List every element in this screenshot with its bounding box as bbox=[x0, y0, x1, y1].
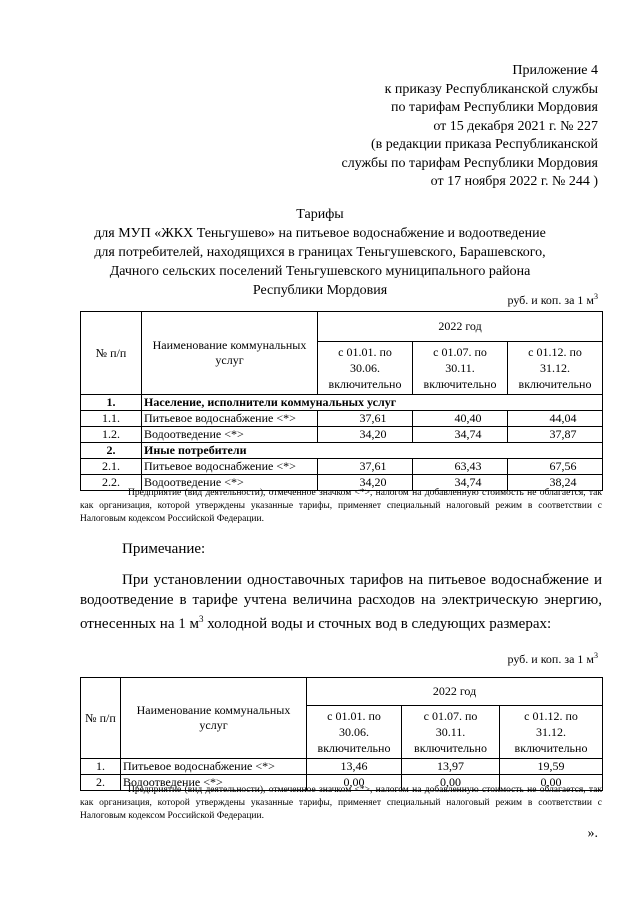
vat-footnote: Предприятие (вид деятельности), отмеченное значком <*>, налогом на добавленную стоимость не облагается, так как организация, которой утверждены указанные тарифы, применяет специальный налоговый режим в соответствии с Налоговым кодексом Российской Федерации. bbox=[80, 785, 602, 821]
col-header-period: с 01.07. по 30.11. включительно bbox=[402, 706, 500, 759]
vat-footnote: Предприятие (вид деятельности), отмеченное значком <*>, налогом на добавленную стоимость не облагается, так как организация, которой утверждены указанные тарифы, применяет специальный налоговый режим в соответствии с Налоговым кодексом Российской Федерации. bbox=[80, 488, 602, 524]
table-row: 1.2. Водоотведение <*> 34,20 34,74 37,87 bbox=[81, 427, 603, 443]
col-header-year: 2022 год bbox=[307, 678, 603, 706]
title-line: Республики Мордовия bbox=[252, 283, 388, 298]
col-header-num: № п/п bbox=[81, 312, 142, 395]
document-title bbox=[40, 205, 600, 300]
title-line: Тарифы bbox=[296, 207, 344, 222]
col-header-year: 2022 год bbox=[318, 312, 603, 342]
col-header-period: с 01.01. по 30.06. включительно bbox=[307, 706, 402, 759]
tariffs-table bbox=[80, 311, 603, 491]
col-header-name: Наименование коммунальных услуг bbox=[142, 312, 318, 395]
title-line: для МУП «ЖКХ Теньгушево» на питьевое водоснабжение и водоотведение bbox=[94, 226, 546, 241]
appendix-header bbox=[342, 62, 598, 192]
appendix-line: к приказу Республиканской службы bbox=[384, 81, 598, 97]
title-line: Дачного сельских поселений Теньгушевского муниципального района bbox=[109, 264, 531, 279]
table-section-row: 1. Население, исполнители коммунальных услуг bbox=[81, 395, 603, 411]
col-header-period: с 01.01. по 30.06. включительно bbox=[318, 342, 413, 395]
table-row: 1.1. Питьевое водоснабжение <*> 37,61 40,40 44,04 bbox=[81, 411, 603, 427]
appendix-line: Приложение 4 bbox=[512, 63, 598, 78]
appendix-line: службы по тарифам Республики Мордовия bbox=[341, 155, 598, 171]
note-paragraph: При установлении одноставочных тарифов на питьевое водоснабжение и водоотведение в тарифе учтена величина расходов на электрическую энергию, отнесенных на 1 $м^3$ холодной воды и сточных вод в следующих размерах: bbox=[80, 572, 602, 632]
title-line: для потребителей, находящихся в границах Теньгушевского, Барашевского, bbox=[94, 245, 546, 260]
col-header-period: с 01.07. по 30.11. включительно bbox=[413, 342, 508, 395]
table-row: 2. Водоотведение <*> 0,00 0,00 0,00 bbox=[81, 775, 603, 791]
appendix-line: по тарифам Республики Мордовия bbox=[391, 100, 598, 115]
table-row: 1. Питьевое водоснабжение <*> 13,46 13,97 19,59 bbox=[81, 759, 603, 775]
note-title: Примечание: bbox=[122, 541, 206, 557]
appendix-line: (в редакции приказа Республиканской bbox=[371, 137, 598, 152]
col-header-name: Наименование коммунальных услуг bbox=[121, 678, 307, 759]
appendix-line: от 15 декабря 2021 г. № 227 bbox=[433, 118, 598, 134]
appendix-line: от 17 ноября 2022 г. № 244 ) bbox=[430, 174, 598, 189]
col-header-period: с 01.12. по 31.12. включительно bbox=[500, 706, 603, 759]
col-header-period: с 01.12. по 31.12. включительно bbox=[508, 342, 603, 395]
units-label: руб. и коп. за 1 $м^3$ bbox=[507, 651, 598, 666]
units-label: руб. и коп. за 1 $м^3$ bbox=[507, 292, 598, 307]
closing-quote: ». bbox=[587, 826, 598, 841]
electricity-costs-table bbox=[80, 677, 603, 791]
col-header-num: № п/п bbox=[81, 678, 121, 759]
table-row: 2.2. Водоотведение <*> 34,20 34,74 38,24 bbox=[81, 475, 603, 491]
table-section-row: 2. Иные потребители bbox=[81, 443, 603, 459]
table-row: 2.1. Питьевое водоснабжение <*> 37,61 63,43 67,56 bbox=[81, 459, 603, 475]
